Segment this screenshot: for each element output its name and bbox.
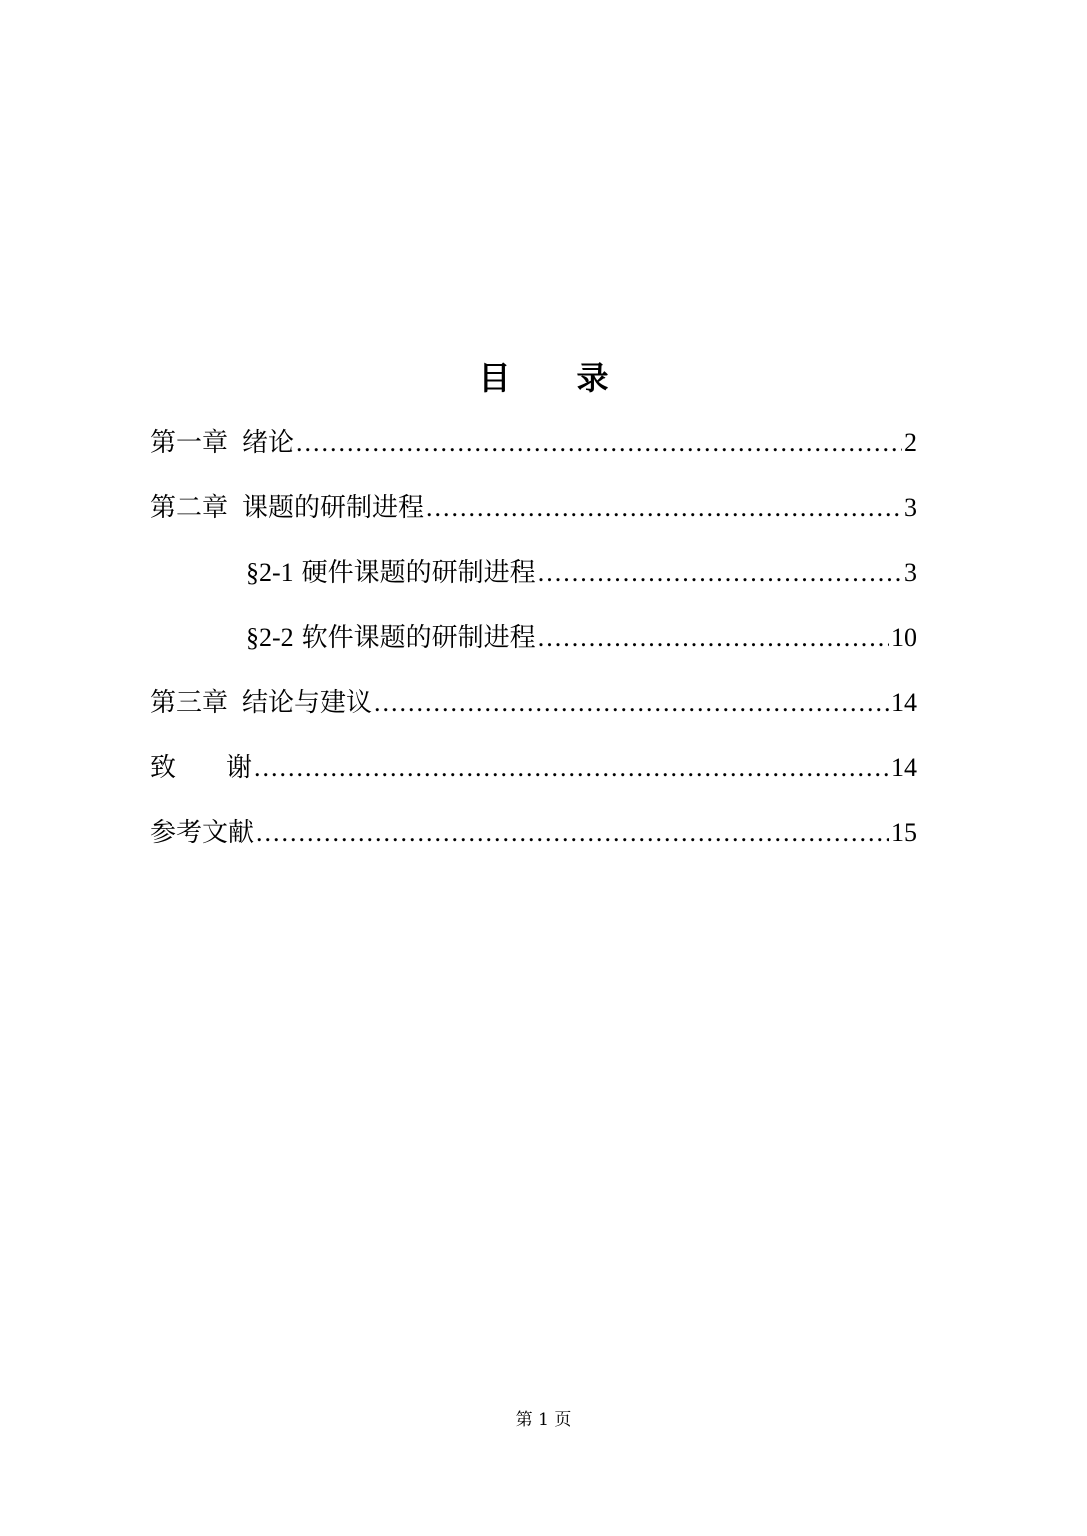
toc-entry-label	[150, 810, 254, 856]
toc-entry-page: 2	[904, 428, 917, 457]
toc-entry-label	[246, 615, 536, 661]
page-footer	[0, 1406, 1087, 1434]
page-footer-label-after: 页	[554, 1410, 572, 1430]
toc-dot-leader	[426, 485, 902, 531]
toc-entry-page: 14	[891, 688, 917, 717]
toc-entry-prefix: 第二章	[150, 493, 229, 523]
toc-entry-prefix: §2-1	[246, 558, 294, 587]
toc-title-part2: 录	[576, 359, 609, 397]
toc-entry-label	[150, 485, 424, 531]
toc-dot-leader	[538, 615, 889, 661]
toc-entry-text: 谢	[226, 753, 253, 783]
toc-entry-section-2-2[interactable]	[150, 615, 917, 680]
page-number: 1	[538, 1410, 549, 1430]
toc-entry-chapter-3[interactable]	[150, 680, 917, 745]
toc-entry-page: 3	[904, 558, 917, 587]
toc-title	[0, 356, 1087, 400]
toc-entry-text: 绪论	[242, 428, 295, 458]
toc-entry-label	[150, 680, 372, 726]
toc-entry-references[interactable]	[150, 810, 917, 875]
toc-entry-page: 15	[891, 818, 917, 847]
toc-entry-acknowledgements[interactable]	[150, 745, 917, 810]
toc-dot-leader	[296, 420, 902, 466]
toc-entry-prefix: 第三章	[150, 688, 229, 718]
toc-entry-chapter-2[interactable]	[150, 485, 917, 550]
toc-entry-text: 硬件课题的研制进程	[301, 558, 536, 588]
toc-dot-leader	[254, 745, 889, 791]
toc-dot-leader	[256, 810, 889, 856]
toc-entry-prefix: 第一章	[150, 428, 229, 458]
toc-entry-label	[150, 420, 294, 466]
toc-entry-page: 3	[904, 493, 917, 522]
toc-entry-prefix: 致	[150, 753, 177, 783]
toc-entry-page: 14	[891, 753, 917, 782]
toc-dot-leader	[538, 550, 902, 596]
toc-entry-section-2-1[interactable]	[150, 550, 917, 615]
toc-entry-text: 课题的研制进程	[242, 493, 425, 523]
toc-entry-text: 软件课题的研制进程	[301, 623, 536, 653]
toc-list	[150, 420, 917, 875]
toc-entry-prefix: §2-2	[246, 623, 294, 652]
page-footer-label-before: 第	[515, 1410, 533, 1430]
toc-entry-page: 10	[891, 623, 917, 652]
toc-entry-label	[246, 550, 536, 596]
toc-entry-text: 结论与建议	[242, 688, 373, 718]
toc-title-part1: 目	[478, 359, 511, 397]
toc-entry-chapter-1[interactable]	[150, 420, 917, 485]
toc-entry-label	[150, 745, 252, 791]
toc-entry-prefix: 参考文献	[150, 818, 255, 848]
toc-dot-leader	[374, 680, 889, 726]
